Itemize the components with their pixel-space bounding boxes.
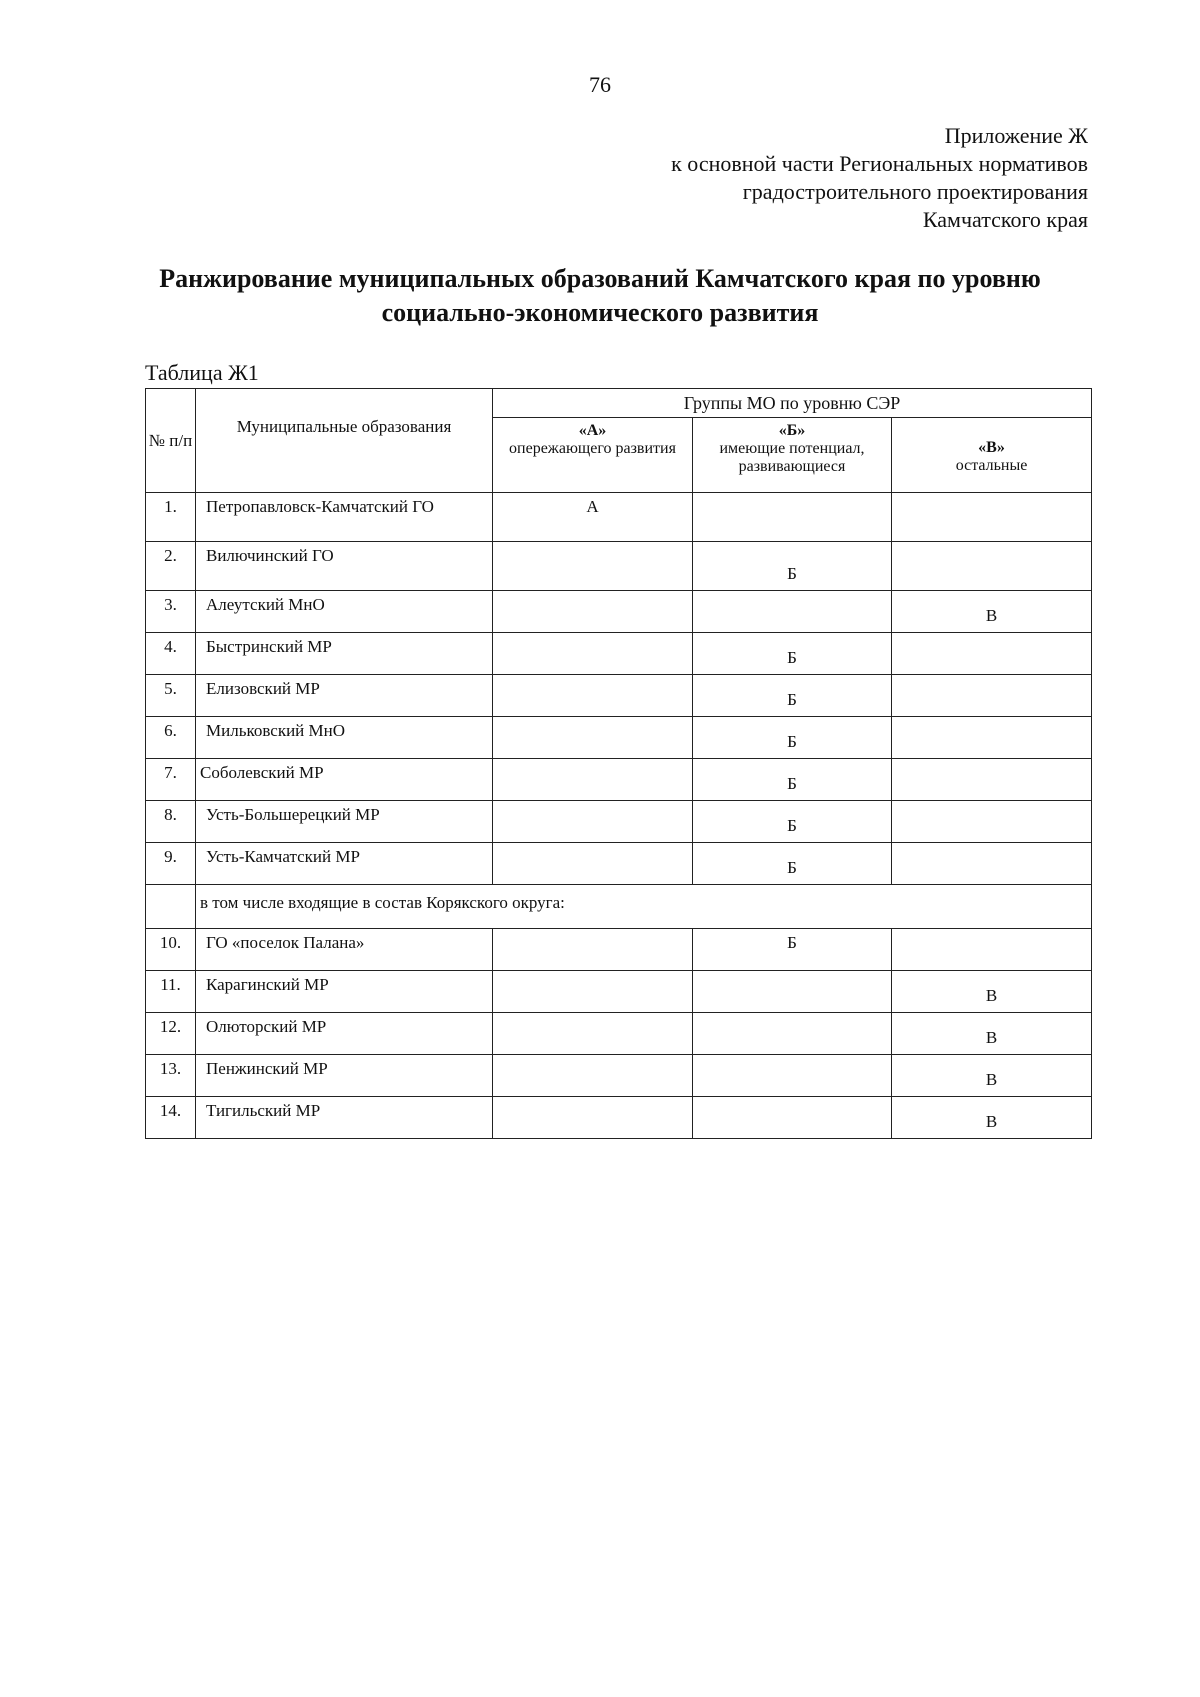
row-group-a <box>493 675 693 717</box>
row-group-v: В <box>892 1055 1092 1097</box>
row-num: 5. <box>146 675 196 717</box>
row-name: Алеутский МнО <box>196 591 493 633</box>
row-num: 13. <box>146 1055 196 1097</box>
table-row <box>146 1055 1092 1097</box>
page-number: 76 <box>589 72 611 97</box>
row-group-v <box>892 717 1092 759</box>
table-row <box>146 971 1092 1013</box>
appendix-line: Камчатского края <box>922 207 1088 232</box>
group-b-title: «Б» <box>778 422 806 439</box>
row-group-v <box>892 542 1092 591</box>
row-name: Петропавловск-Камчатский ГО <box>196 493 493 542</box>
row-group-v <box>892 675 1092 717</box>
row-name: Мильковский МнО <box>196 717 493 759</box>
row-group-a <box>493 591 693 633</box>
header-group-v <box>892 418 1092 493</box>
row-group-b: Б <box>693 675 892 717</box>
row-num: 11. <box>146 971 196 1013</box>
table-row <box>146 675 1092 717</box>
row-group-v <box>892 493 1092 542</box>
row-group-a <box>493 1055 693 1097</box>
table-subheader-row <box>146 885 1092 929</box>
row-name: Тигильский МР <box>196 1097 493 1139</box>
subheader-text: в том числе входящие в состав Корякского округа: <box>196 885 1092 929</box>
row-group-a <box>493 542 693 591</box>
row-name: Усть-Большерецкий МР <box>196 801 493 843</box>
row-group-b <box>693 591 892 633</box>
row-name: Пенжинский МР <box>196 1055 493 1097</box>
group-v-desc: остальные <box>955 457 1028 474</box>
group-a-desc: опережающего развития <box>509 440 676 457</box>
table-row <box>146 759 1092 801</box>
row-group-a <box>493 759 693 801</box>
document-title <box>100 262 1100 330</box>
row-group-v <box>892 843 1092 885</box>
subheader-empty-cell <box>146 885 196 929</box>
row-name: Усть-Камчатский МР <box>196 843 493 885</box>
row-num: 10. <box>146 929 196 971</box>
row-num: 4. <box>146 633 196 675</box>
row-group-a <box>493 843 693 885</box>
row-num: 12. <box>146 1013 196 1055</box>
group-a-title: «А» <box>578 422 607 439</box>
header-group-b <box>693 418 892 493</box>
title-line: Ранжирование муниципальных образований Камчатского края по уровню <box>159 264 1041 293</box>
row-group-a <box>493 633 693 675</box>
row-num: 2. <box>146 542 196 591</box>
row-num: 14. <box>146 1097 196 1139</box>
row-group-b: Б <box>693 843 892 885</box>
table-row <box>146 591 1092 633</box>
row-name: Карагинский МР <box>196 971 493 1013</box>
row-group-b <box>693 493 892 542</box>
row-group-b <box>693 1013 892 1055</box>
row-num: 6. <box>146 717 196 759</box>
row-group-b <box>693 1097 892 1139</box>
row-group-b: Б <box>693 929 892 971</box>
row-group-v <box>892 929 1092 971</box>
row-group-v: В <box>892 971 1092 1013</box>
row-group-a: А <box>493 493 693 542</box>
table-row <box>146 929 1092 971</box>
table-row <box>146 542 1092 591</box>
table-row <box>146 493 1092 542</box>
table-row <box>146 1013 1092 1055</box>
row-group-b: Б <box>693 633 892 675</box>
group-v-title: «В» <box>978 439 1005 456</box>
table-row <box>146 843 1092 885</box>
row-group-a <box>493 1013 693 1055</box>
table-row <box>146 1097 1092 1139</box>
appendix-line: Приложение Ж <box>944 123 1088 148</box>
row-group-b: Б <box>693 717 892 759</box>
row-num: 9. <box>146 843 196 885</box>
row-group-v <box>892 801 1092 843</box>
row-group-b: Б <box>693 801 892 843</box>
row-group-v: В <box>892 591 1092 633</box>
table-row <box>146 717 1092 759</box>
row-name: Соболевский МР <box>196 759 493 801</box>
header-municipalities: Муниципальные образования <box>196 389 493 493</box>
row-group-v: В <box>892 1013 1092 1055</box>
row-group-a <box>493 1097 693 1139</box>
title-line: социально-экономического развития <box>381 298 819 327</box>
table-row <box>146 633 1092 675</box>
row-group-b: Б <box>693 759 892 801</box>
row-group-a <box>493 929 693 971</box>
row-name: Быстринский МР <box>196 633 493 675</box>
row-group-v: В <box>892 1097 1092 1139</box>
row-group-a <box>493 801 693 843</box>
header-num: № п/п <box>146 389 196 493</box>
row-name: Вилючинский ГО <box>196 542 493 591</box>
row-group-b <box>693 971 892 1013</box>
appendix-reference <box>671 122 1088 234</box>
table-row <box>146 801 1092 843</box>
row-group-b: Б <box>693 542 892 591</box>
row-group-a <box>493 717 693 759</box>
appendix-line: к основной части Региональных нормативов <box>671 151 1088 176</box>
row-group-b <box>693 1055 892 1097</box>
header-group-a <box>493 418 693 493</box>
row-num: 7. <box>146 759 196 801</box>
row-num: 3. <box>146 591 196 633</box>
row-name: ГО «поселок Палана» <box>196 929 493 971</box>
group-b-desc: имеющие потенциал, развивающиеся <box>719 440 865 475</box>
row-num: 1. <box>146 493 196 542</box>
appendix-line: градостроительного проектирования <box>742 179 1088 204</box>
row-num: 8. <box>146 801 196 843</box>
header-groups: Группы МО по уровню СЭР <box>493 389 1092 418</box>
row-group-v <box>892 633 1092 675</box>
table-label: Таблица Ж1 <box>145 360 259 385</box>
ranking-table <box>145 388 1092 1139</box>
row-name: Олюторский МР <box>196 1013 493 1055</box>
row-name: Елизовский МР <box>196 675 493 717</box>
row-group-v <box>892 759 1092 801</box>
row-group-a <box>493 971 693 1013</box>
